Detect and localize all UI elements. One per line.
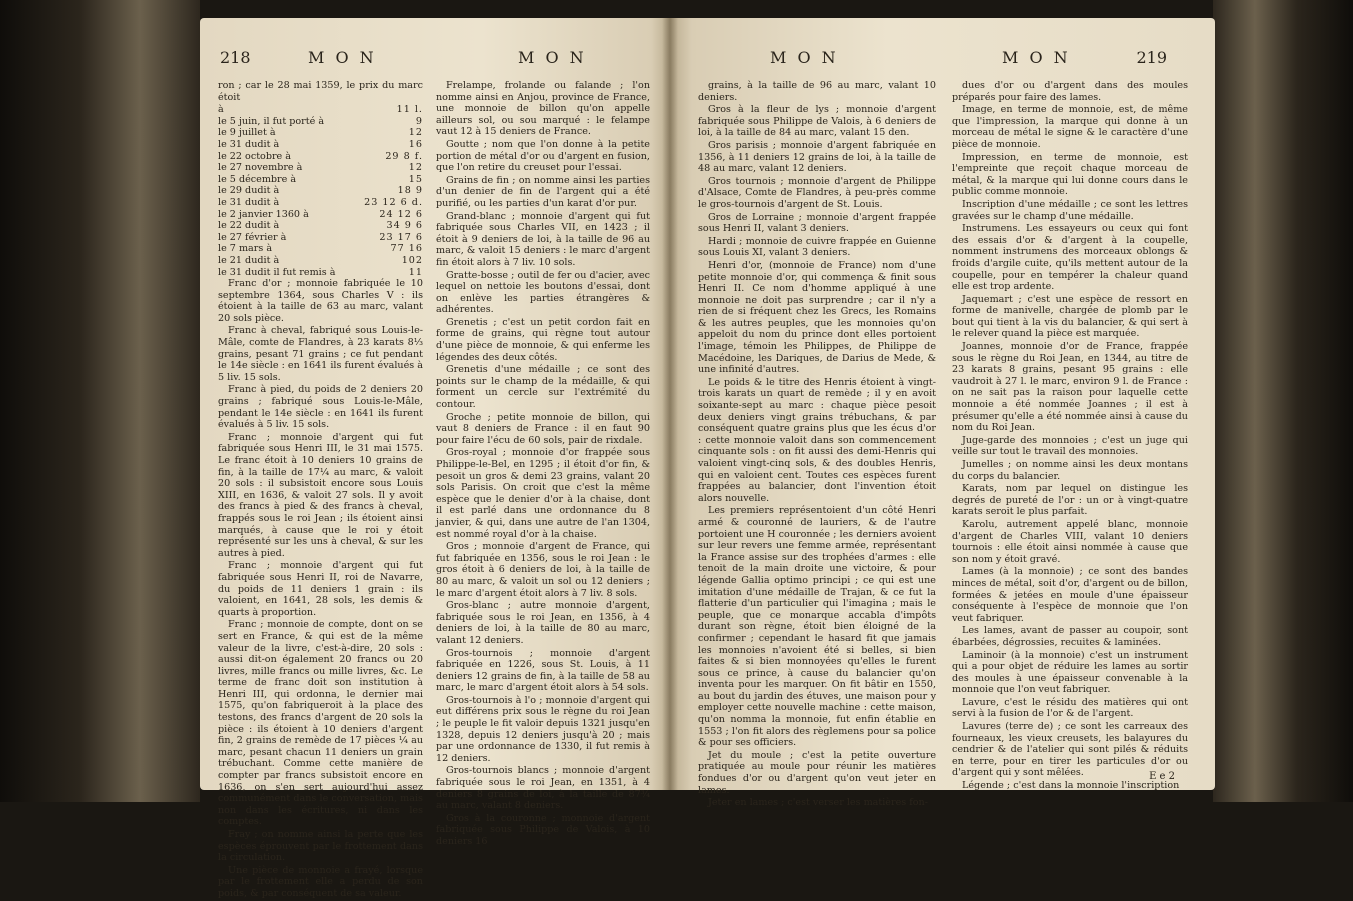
price-row bbox=[218, 185, 423, 197]
price-row-date: le 31 dudit à bbox=[218, 196, 280, 208]
price-row-value: 11 bbox=[408, 266, 423, 278]
price-row-date: le 27 février à bbox=[218, 231, 287, 243]
dictionary-entry: Inscription d'une médaille ; ce sont les lettres gravées sur le champ d'une médaille. bbox=[952, 198, 1188, 222]
book-gutter bbox=[662, 18, 678, 790]
dictionary-entry: Gros tournois ; monnoie d'argent de Philippe d'Alsace, Comte de Flandres, à peu-près comme le gros-tournois d'argent de St. Louis. bbox=[698, 175, 936, 210]
right-col2-entries bbox=[952, 80, 1188, 792]
price-row-value: 77 16 bbox=[390, 243, 423, 255]
price-row-value: 24 12 6 bbox=[379, 208, 423, 220]
dictionary-entry: Gratte-bosse ; outil de fer ou d'acier, avec lequel on nettoie les boutons d'essai, dont on enlève les parties étrangères & adhérentes. bbox=[436, 269, 650, 316]
left-column-2 bbox=[436, 80, 650, 849]
price-row bbox=[218, 267, 423, 279]
dictionary-entry: Gros-tournois ; monnoie d'argent fabriquée en 1226, sous St. Louis, à 11 deniers 12 grains de fin, à la taille de 58 au marc, le marc d'argent étoit alors à 54 sols. bbox=[436, 647, 650, 694]
dictionary-entry: Grains de fin ; on nomme ainsi les parties d'un denier de fin de l'argent qui a été purifié, ou les parties d'un karat d'or pur. bbox=[436, 174, 650, 209]
dictionary-entry: Joannes, monnoie d'or de France, frappée sous le règne du Roi Jean, en 1344, au titre de 23 karats 8 grains, pesant 95 grains : elle vaudroit à 27 l. le marc, environ 9 l. de France : on ne sait pas la raison pour laquelle cette monnoie a été nommée Joannes ; il est à présumer qu'elle a été nommée ainsi à cause du nom du Roi Jean. bbox=[952, 341, 1188, 434]
dictionary-entry: Franc ; monnoie d'argent qui fut fabriquée sous Henri III, le 31 mai 1575. Le franc étoit à 10 deniers 10 grains de fin, à la taille de 17¼ au marc, & valoit 20 sols : il subsistoit encore sous Louis XIII, en 1636, & valoit 27 sols. Il y avoit des francs à pied & des francs à cheval, frappés sous le roi Jean ; ils étoient ainsi marqués, à cause que le roi y étoit représenté sur les uns à cheval, & sur les autres à pied. bbox=[218, 431, 423, 559]
price-row-value: 15 bbox=[408, 173, 423, 185]
price-row-date: le 31 dudit il fut remis à bbox=[218, 266, 336, 278]
price-row bbox=[218, 255, 423, 267]
price-row-value: 9 bbox=[415, 115, 423, 127]
dictionary-entry: Franc à pied, du poids de 2 deniers 20 grains ; fabriqué sous Louis-le-Mâle, pendant le 14e siècle : en 1641 ils furent évalués à 5 liv. 15 sols. bbox=[218, 384, 423, 431]
price-row bbox=[218, 174, 423, 186]
dictionary-entry: Lavures (terre de) ; ce sont les carreaux des fourneaux, les vieux creusets, les balayures du cendrier & de l'atelier qui sont pilés & réduits en terre, pour en tirer les particules d'or ou d'argent qui y sont mêlées. bbox=[952, 721, 1188, 779]
left-page-number: 218 bbox=[220, 48, 251, 67]
dictionary-entry: Goutte ; nom que l'on donne à la petite portion de métal d'or ou d'argent en fusion, que l'on retire du creuset pour l'essai. bbox=[436, 138, 650, 174]
dictionary-entry: Fray ; on nomme ainsi la perte que les espèces éprouvent par le frottement dans la circulation. bbox=[218, 829, 423, 864]
price-table bbox=[218, 104, 423, 278]
dictionary-entry: Image, en terme de monnoie, est, de même que l'impression, la marque qui donne à un morceau de métal le signe & le caractère d'une pièce de monnoie. bbox=[952, 104, 1188, 150]
price-row bbox=[218, 209, 423, 221]
right-col1-entries bbox=[698, 80, 936, 809]
dictionary-entry: Karolu, autrement appelé blanc, monnoie d'argent de Charles VIII, valant 10 deniers tournois : elle étoit ainsi nommée à cause que son nom y étoit gravé. bbox=[952, 518, 1188, 565]
dictionary-entry: Henri d'or, (monnoie de France) nom d'une petite monnoie d'or, qui commença & finit sous Henri II. Ce nom d'homme appliqué à une monnoie ne doit pas surprendre ; car il n'y a rien de si fréquent chez les Grecs, les Romains & les autres peuples, que les monnoies qu'on appeloit du nom du prince dont elles portoient l'image, témoin les Philippes, de Philippe de Macédoine, les Dariques, de Darius de Mede, & une infinité d'autres. bbox=[698, 259, 936, 376]
right-page bbox=[670, 18, 1215, 809]
dictionary-entry: Gros à la couronne ; monnoie d'argent fabriquée sous Philippe de Valois, à 10 deniers 16 bbox=[436, 812, 650, 847]
dictionary-entry: Le poids & le titre des Henris étoient à vingt-trois karats un quart de remède ; il y en avoit soixante-sept au marc : chaque pièce pesoit deux deniers vingt grains trébuchans, & par conséquent quatre grains plus que les écus d'or : cette monnoie valoit dans son commencement cinquante sols : on fit aussi des demi-Henris qui valoient vingt-cinq sols, & des doubles Henris, qui en valoient cent. Toutes ces espèces furent frappées au balancier, dont l'invention étoit alors nouvelle. bbox=[698, 376, 936, 504]
dictionary-entry: Grand-blanc ; monnoie d'argent qui fut fabriquée sous Charles VII, en 1423 ; il étoit à 9 deniers de loi, à la taille de 96 au marc, & valoit 15 deniers : le marc d'argent fin étoit alors à 7 liv. 10 sols. bbox=[436, 210, 650, 268]
left-running-head-2: M O N bbox=[518, 48, 587, 67]
dictionary-entry: Franc d'or ; monnoie fabriquée le 10 septembre 1364, sous Charles V : ils étoient à la taille de 63 au marc, valant 20 sols pièce. bbox=[218, 278, 423, 324]
dictionary-entry: Jet du moule ; c'est la petite ouverture pratiquée au moule pour réunir les matières fondues d'or ou d'argent qu'on veut jeter en lames. bbox=[698, 749, 936, 796]
dictionary-entry: Gros ; monnoie d'argent de France, qui fut fabriquée en 1356, sous le roi Jean : le gros étoit à 6 deniers de loi, à la taille de 80 au marc, & valoit un sol ou 12 deniers ; le marc d'argent étoit alors à 7 liv. 8 sols. bbox=[436, 541, 650, 599]
price-row-date: le 5 juin, il fut porté à bbox=[218, 115, 325, 127]
price-row-value: 12 bbox=[408, 127, 423, 139]
price-row-value: 11 l. bbox=[396, 104, 423, 116]
price-row-date: le 22 dudit à bbox=[218, 220, 280, 232]
right-running-head-1: M O N bbox=[770, 48, 839, 67]
dictionary-entry: Légende ; c'est dans la monnoie l'inscription bbox=[962, 780, 1180, 792]
dictionary-entry: Gros-tournois à l'o ; monnoie d'argent qui eut différens prix sous le règne du roi Jean ; le peuple le fit valoir depuis 1321 jusqu'en 1328, depuis 12 deniers jusqu'à 20 ; mais par une ordonnance de 1330, il fut remis à 12 deniers. bbox=[436, 694, 650, 764]
price-row bbox=[218, 116, 423, 128]
dictionary-entry: grains, à la taille de 96 au marc, valant 10 deniers. bbox=[698, 80, 936, 103]
signature-mark: E e 2 bbox=[1149, 771, 1175, 782]
dictionary-entry: Franc à cheval, fabriqué sous Louis-le-Mâle, comte de Flandres, à 23 karats 8⅓ grains, pesant 71 grains ; ce fut pendant le 14e siècle : en 1641 ils furent évalués à 5 liv. 15 sols. bbox=[218, 325, 423, 383]
price-row-date: le 22 octobre à bbox=[218, 150, 292, 162]
dictionary-entry: Jumelles ; on nomme ainsi les deux montans du corps du balancier. bbox=[952, 459, 1188, 482]
price-row bbox=[218, 104, 423, 116]
dictionary-entry: Gros-tournois blancs ; monnoie d'argent fabriquée sous le roi Jean, en 1351, à 4 deniers 8 grains de loi, à la taille de 87¾ au marc, valant 8 deniers. bbox=[436, 765, 650, 812]
dictionary-entry: Gros à la fleur de lys ; monnoie d'argent fabriquée sous Philippe de Valois, à 6 deniers de loi, à la taille de 84 au marc, valant 15 den. bbox=[698, 104, 936, 139]
dictionary-entry: Une pièce de monnoie a frayé, lorsque par le frottement elle a perdu de son poids, & par conséquent de sa valeur. bbox=[218, 864, 423, 899]
dictionary-entry: Instrumens. Les essayeurs ou ceux qui font des essais d'or & d'argent à la coupelle, nomment instrumens des morceaux oblongs & froids d'argile cuite, qu'ils mettent autour de la coupelle, pour en tempérer la chaleur quand elle est trop ardente. bbox=[952, 223, 1188, 293]
right-page-number: 219 bbox=[1136, 48, 1167, 67]
left-col2-entries bbox=[436, 80, 650, 848]
price-row bbox=[218, 151, 423, 163]
price-row-date: le 21 dudit à bbox=[218, 254, 280, 266]
price-row-value: 12 bbox=[408, 162, 423, 174]
dictionary-entry: Karats, nom par lequel on distingue les degrés de pureté de l'or : un or à vingt-quatre karats seroit le plus parfait. bbox=[952, 483, 1188, 518]
dictionary-entry: Franc ; monnoie de compte, dont on se sert en France, & qui est de la même valeur de la livre, c'est-à-dire, 20 sols : aussi dit-on également 20 francs ou 20 livres, mille francs ou mille livres, &c. Le terme de franc doit son institution à Henri III, qui ordonna, le dernier mai 1575, qu'on fabriqueroit à la place des testons, des francs d'argent de 20 sols la pièce : ils étoient à 10 deniers d'argent fin, 2 grains de remède de 17 pièces ¼ au marc, pesant chacun 11 deniers un grain trébuchant. Comme cette manière de compter par francs subsistoit encore en 1636, on s'en sert aujourd'hui assez communément dans le conversation, mais non dans les écritures, ni dans les comptes. bbox=[218, 619, 423, 828]
left-page bbox=[200, 18, 670, 899]
dictionary-entry: Les lames, avant de passer au coupoir, sont ébarbées, dégrossies, recuites & laminées. bbox=[952, 625, 1188, 648]
price-row-value: 29 8 f. bbox=[385, 150, 423, 162]
price-row bbox=[218, 220, 423, 232]
right-page-edges bbox=[1213, 0, 1353, 802]
right-running-head-2: M O N bbox=[1002, 48, 1071, 67]
dictionary-entry: Les premiers représentoient d'un côté Henri armé & couronné de lauriers, & de l'autre portoient une H couronnée ; les derniers avoient sur leur revers une femme armée, représentant la France assise sur des trophées d'armes : elle tenoit de la main droite une victoire, & pour légende Gallia optimo principi ; ce qui est une imitation d'une médaille de Trajan, & ce fut la flatterie d'un particulier qui l'imagina ; mais le peuple, que ce monarque accabla d'impôts durant son règne, étoit bien éloigné de la confirmer ; cependant le hasard fit que jamais les monnoies n'avoient été si belles, si bien faites & si bien monnoyées qu'elles le furent sous ce prince, à cause du balancier qu'on inventa pour les marquer. On fit bâtir en 1550, au bout du jardin des étuves, une maison pour y employer cette nouvelle machine : cette maison, qu'on nomma la monnoie, fut enfin établie en 1553 ; l'on fit alors des règlemens pour sa police & pour ses officiers. bbox=[698, 505, 936, 749]
dictionary-entry: Frelampe, frolande ou falande ; l'on nomme ainsi en Anjou, province de France, une monnoie de billon qu'on appelle ailleurs sol, ou sou marqué : le felampe vaut 12 à 15 deniers de France. bbox=[436, 80, 650, 138]
dictionary-entry: Groche ; petite monnoie de billon, qui vaut 8 deniers de France : il en faut 90 pour faire l'écu de 60 sols, pair de rixdale. bbox=[436, 411, 650, 446]
dictionary-entry: Grenetis d'une médaille ; ce sont des points sur le champ de la médaille, & qui forment un cercle sur l'extrémité du contour. bbox=[436, 364, 650, 411]
price-row-date: le 27 novembre à bbox=[218, 162, 303, 174]
dictionary-entry: Gros-royal ; monnoie d'or frappée sous Philippe-le-Bel, en 1295 ; il étoit d'or fin, & pesoit un gros & demi 23 grains, valant 20 sols Parisis. On croit que c'est la même espèce que le denier d'or à la chaise, dont il est parlé dans une ordonnance du 8 janvier, & qui, dans une autre de l'an 1304, est nommé royal d'or à la chaise. bbox=[436, 447, 650, 540]
right-column-1 bbox=[698, 80, 936, 810]
price-row bbox=[218, 243, 423, 255]
dictionary-entry: Lavure, c'est le résidu des matières qui ont servi à la fusion de l'or & de l'argent. bbox=[952, 696, 1188, 720]
dictionary-entry: Gros de Lorraine ; monnoie d'argent frappée sous Henri II, valant 3 deniers. bbox=[698, 211, 936, 235]
price-row bbox=[218, 162, 423, 174]
right-column-2 bbox=[952, 80, 1188, 793]
dictionary-entry: Laminoir (à la monnoie) c'est un instrument qui a pour objet de réduire les lames au sortir des moules à une épaisseur convenable à la monnoie que l'on veut fabriquer. bbox=[952, 649, 1188, 696]
price-row-value: 16 bbox=[408, 138, 423, 150]
price-row-value: 102 bbox=[401, 254, 423, 266]
dictionary-entry: dues d'or ou d'argent dans des moules préparés pour faire des lames. bbox=[952, 80, 1188, 103]
price-row-date: le 7 mars à bbox=[218, 243, 273, 255]
price-row bbox=[218, 232, 423, 244]
price-row-date: le 31 dudit à bbox=[218, 138, 280, 150]
dictionary-entry: Lames (à la monnoie) ; ce sont des bandes minces de métal, soit d'or, d'argent ou de billon, formées & jetées en moule d'une épaisseur conséquente à l'espèce de monnoie que l'on veut fabriquer. bbox=[952, 566, 1188, 624]
price-row-date: à bbox=[218, 104, 224, 116]
price-row-date: le 5 décembre à bbox=[218, 173, 297, 185]
dictionary-entry: Jaquemart ; c'est une espèce de ressort en forme de manivelle, chargée de plomb par le bout qui tient à la vis du balancier, & qui sert à le relever quand la pièce est marquée. bbox=[952, 293, 1188, 340]
dictionary-entry: Impression, en terme de monnoie, est l'empreinte que reçoit chaque morceau de métal, & la marque qui lui donne cours dans le public comme monnoie. bbox=[952, 151, 1188, 198]
left-column-1 bbox=[218, 80, 423, 901]
price-row-date: le 9 juillet à bbox=[218, 127, 276, 139]
price-row-date: le 2 janvier 1360 à bbox=[218, 208, 309, 220]
price-row-value: 34 9 6 bbox=[386, 220, 423, 232]
price-row bbox=[218, 127, 423, 139]
dictionary-entry: Gros-blanc ; autre monnoie d'argent, fabriquée sous le roi Jean, en 1356, à 4 deniers de loi, à la taille de 80 au marc, valant 12 deniers. bbox=[436, 600, 650, 646]
dictionary-entry: Gros parisis ; monnoie d'argent fabriquée en 1356, à 11 deniers 12 grains de loi, à la taille de 48 au marc, valant 12 deniers. bbox=[698, 139, 936, 175]
dictionary-entry: Juge-garde des monnoies ; c'est un juge qui veille sur tout le travail des monnoies. bbox=[952, 434, 1188, 458]
dictionary-entry: Grenetis ; c'est un petit cordon fait en forme de grains, qui règne tout autour d'une pièce de monnoie, & qui enferme les légendes des deux côtés. bbox=[436, 316, 650, 363]
price-row-date: le 29 dudit à bbox=[218, 185, 280, 197]
left-page-edges bbox=[0, 0, 200, 802]
left-running-head-1: M O N bbox=[308, 48, 377, 67]
dictionary-entry: Jeter en lames ; c'est verser les matières fon- bbox=[708, 797, 928, 809]
price-row bbox=[218, 197, 423, 209]
left-col1-entries bbox=[218, 278, 423, 899]
price-row-value: 23 17 6 bbox=[379, 231, 423, 243]
price-row bbox=[218, 139, 423, 151]
dictionary-entry: Franc ; monnoie d'argent qui fut fabriquée sous Henri II, roi de Navarre, du poids de 11 deniers 1 grain : ils valoient, en 1641, 28 sols, les demis & quarts à proportion. bbox=[218, 560, 423, 618]
price-intro: ron ; car le 28 mai 1359, le prix du marc étoit bbox=[218, 80, 423, 103]
dictionary-entry: Hardi ; monnoie de cuivre frappée en Guienne sous Louis XI, valant 3 deniers. bbox=[698, 235, 936, 259]
price-row-value: 18 9 bbox=[397, 185, 423, 197]
price-row-value: 23 12 6 d. bbox=[364, 196, 423, 208]
